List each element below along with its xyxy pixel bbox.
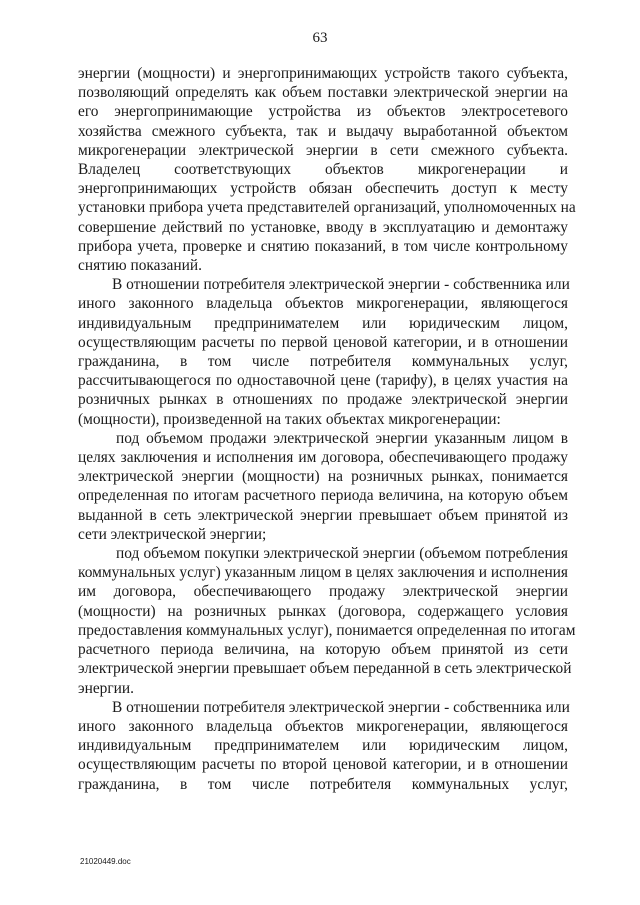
text-line: определенная по итогам расчетного периода величина, на которую объем [78,487,568,505]
text-line: его энергопринимающие устройства из объектов электросетевого [78,103,568,121]
text-line: розничных рынках в отношениях по продаже электрической энергии [78,391,568,409]
text-line: совершение действий по установке, вводу в эксплуатацию и демонтажу [78,218,568,236]
text-line: прибора учета, проверке и снятию показаний, в том числе контрольному [78,237,568,255]
text-line: электрической энергии превышает объем переданной в сеть электрической [78,660,572,678]
text-line: под объемом покупки электрической энергии (объемом потребления [116,545,568,563]
text-line: индивидуальным предпринимателем или юридическим лицом, [78,314,568,332]
text-line: энергопринимающих устройств обязан обеспечить доступ к месту [78,180,568,198]
text-line: электрической энергии (мощности) на розничных рынках, понимается [78,468,568,486]
text-line: гражданина, в том числе потребителя коммунальных услуг, [78,353,568,371]
text-line: коммунальных услуг) указанным лицом в целях заключения и исполнения [78,564,568,582]
text-line: иного законного владельца объектов микрогенерации, являющегося [78,717,568,735]
paragraph [78,275,568,429]
paragraph [78,429,568,544]
page-number: 63 [312,30,328,46]
text-line: под объемом продажи электрической энергии указанным лицом в [116,429,568,447]
paragraph [78,544,576,698]
footer-filename: 21020449.doc [80,857,131,866]
text-line: сети электрической энергии; [78,525,267,543]
text-line: осуществляющим расчеты по первой ценовой категории, и в отношении [78,333,568,351]
text-line: им договора, обеспечивающего продажу электрической энергии [78,583,568,601]
text-line: хозяйства смежного субъекта, так и выдачу выработанной объектом [78,122,568,140]
text-line: расчетного периода величина, на которую объем принятой из сети [78,641,568,659]
document-body [78,64,576,794]
text-line: В отношении потребителя электрической энергии - собственника или [112,698,570,716]
paragraph [78,698,568,794]
text-line: рассчитывающегося по одноставочной цене (тарифу), в целях участия на [78,372,568,390]
text-line: гражданина, в том числе потребителя коммунальных услуг, [78,775,568,793]
text-line: Владелец соответствующих объектов микрогенерации и [78,161,568,179]
paragraph [78,64,576,275]
text-line: осуществляющим расчеты по второй ценовой категории, и в отношении [78,756,568,774]
text-line: установки прибора учета представителей организаций, уполномоченных на [78,199,576,217]
text-line: целях заключения и исполнения им договора, обеспечивающего продажу [78,449,568,467]
text-line: иного законного владельца объектов микрогенерации, являющегося [78,295,568,313]
text-line: энергии. [78,679,135,697]
text-line: предоставления коммунальных услуг), понимается определенная по итогам [78,621,576,639]
text-line: снятию показаний. [78,257,202,275]
text-line: (мощности) на розничных рынках (договора, содержащего условия [78,602,568,620]
text-line: микрогенерации электрической энергии в сети смежного субъекта. [78,141,568,159]
text-line: выданной в сеть электрической энергии превышает объем принятой из [78,506,568,524]
text-line: индивидуальным предпринимателем или юридическим лицом, [78,737,568,755]
text-line: В отношении потребителя электрической энергии - собственника или [112,276,570,294]
text-line: энергии (мощности) и энергопринимающих устройств такого субъекта, [78,65,568,82]
text-line: (мощности), произведенной на таких объектах микрогенерации: [78,410,501,428]
text-line: позволяющий определять как объем поставки электрической энергии на [78,84,568,102]
